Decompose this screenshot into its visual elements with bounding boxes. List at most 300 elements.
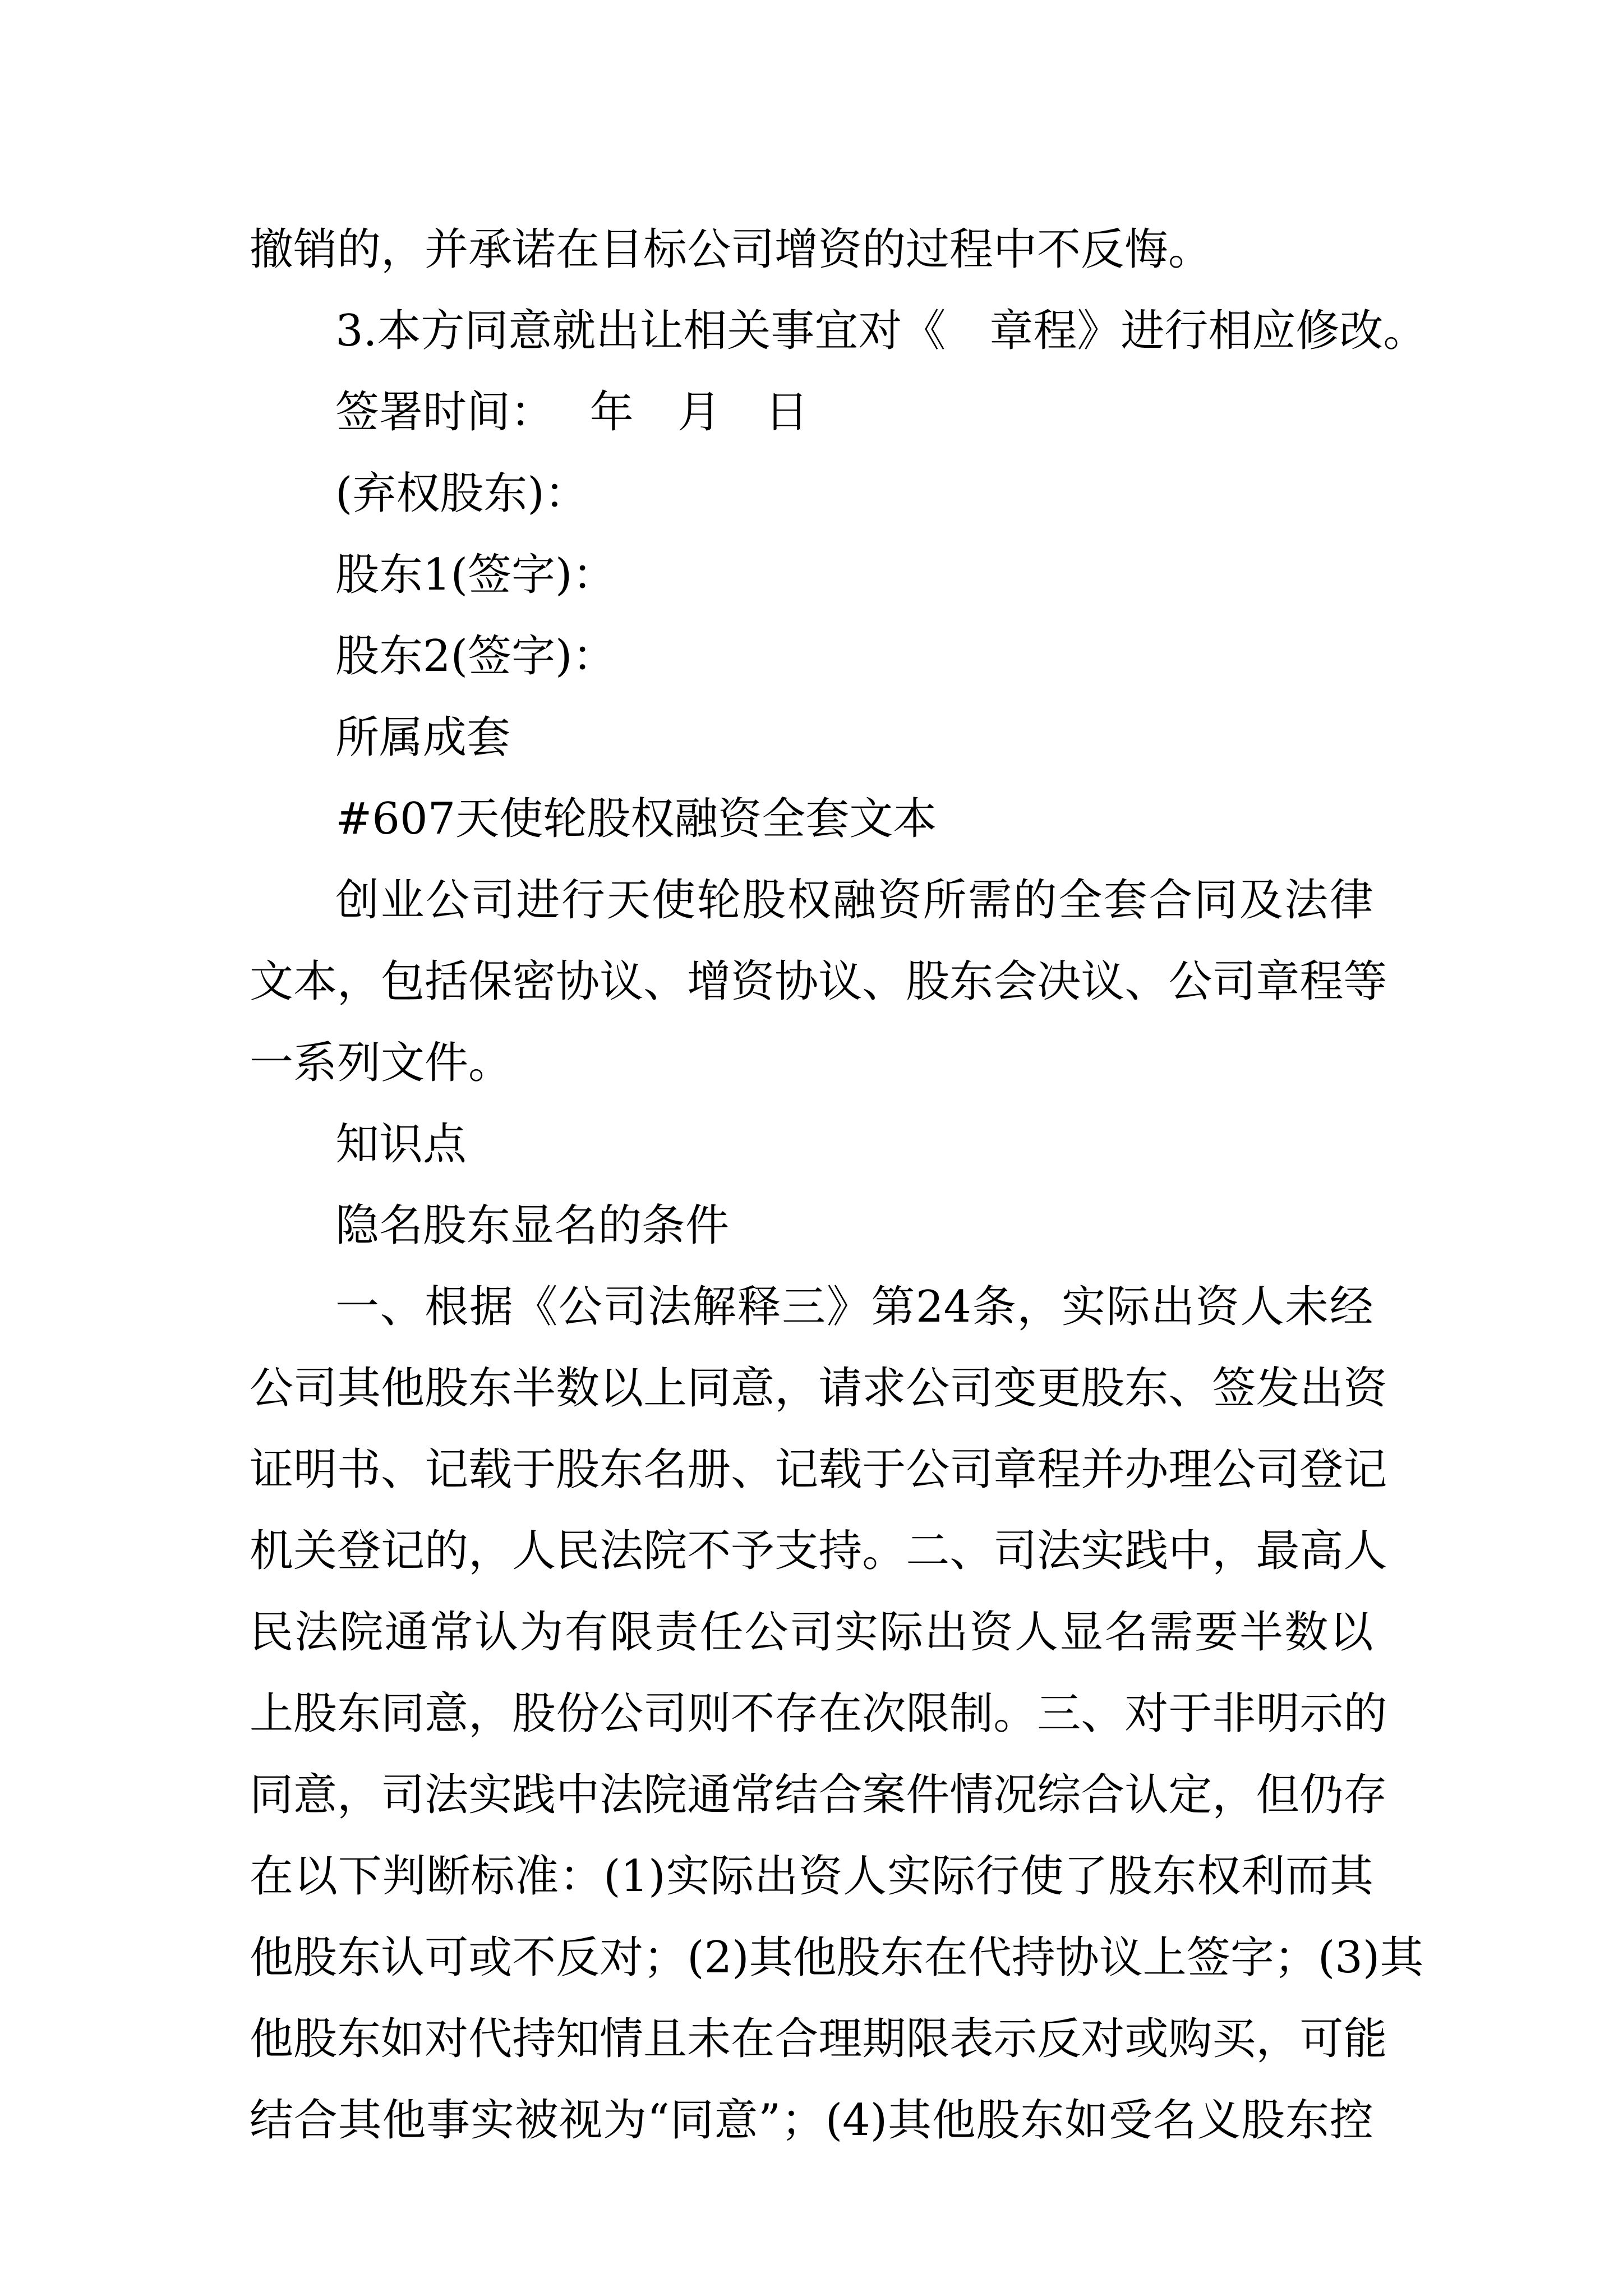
glyph: 、: [381, 1444, 425, 1495]
glyph: 二: [906, 1526, 950, 1576]
glyph: 会: [993, 956, 1038, 1007]
glyph: 半: [512, 1363, 556, 1414]
glyph: 办: [1124, 1444, 1169, 1495]
glyph: 实: [887, 1851, 931, 1902]
glyph: ，: [1017, 1282, 1061, 1332]
glyph: 决: [1037, 956, 1081, 1007]
glyph: 标: [471, 1851, 515, 1902]
glyph: 法: [425, 1770, 469, 1820]
glyph: 天: [606, 875, 651, 926]
glyph: 利: [1241, 1851, 1285, 1902]
glyph: 股: [293, 1932, 338, 1983]
glyph: 支: [774, 1526, 819, 1576]
glyph: 出: [1299, 1363, 1344, 1414]
glyph: 、: [643, 956, 688, 1007]
glyph: 东: [1124, 1363, 1169, 1414]
glyph: 司: [1256, 1444, 1300, 1495]
glyph: 字: [1230, 1932, 1274, 1983]
glyph: 事: [426, 2095, 471, 2146]
glyph: 公: [1168, 956, 1212, 1007]
glyph: 司: [603, 1282, 647, 1332]
glyph: 况: [993, 1770, 1038, 1820]
glyph: ，: [468, 1526, 513, 1576]
glyph: 了: [1064, 1851, 1108, 1902]
glyph: 持: [818, 1526, 863, 1576]
glyph: 使: [652, 875, 696, 926]
glyph: 。: [993, 1688, 1038, 1739]
glyph: 上: [643, 1363, 688, 1414]
glyph: 、: [1124, 956, 1169, 1007]
glyph: 行: [561, 875, 605, 926]
glyph: 非: [1212, 1688, 1256, 1739]
glyph: 并: [1081, 1444, 1125, 1495]
glyph: 名: [1152, 2095, 1197, 2146]
glyph: 结: [250, 2095, 294, 2146]
glyph: 通: [384, 1607, 428, 1658]
glyph: 密: [512, 956, 556, 1007]
glyph: 记: [774, 1444, 819, 1495]
glyph: 通: [687, 1770, 731, 1820]
glyph: 常: [429, 1607, 473, 1658]
glyph: 的: [1013, 875, 1057, 926]
glyph: 知: [556, 2014, 600, 2064]
glyph: 出: [924, 1607, 969, 1658]
glyph: 、: [862, 956, 906, 1007]
glyph: 股: [1241, 2095, 1285, 2146]
glyph: 程: [1037, 1444, 1081, 1495]
glyph: 认: [474, 1607, 519, 1658]
glyph: 、: [731, 1444, 775, 1495]
glyph: 其: [887, 2095, 932, 2146]
glyph: 民: [556, 1526, 600, 1576]
glyph: 司: [789, 1607, 833, 1658]
glyph: 他: [792, 1932, 837, 1983]
text-line-6: 股东2(签字)：: [335, 631, 616, 682]
glyph: 法: [600, 1770, 644, 1820]
glyph: 名: [1104, 1607, 1149, 1658]
glyph: 制: [949, 1688, 994, 1739]
glyph: 控: [1329, 2095, 1373, 2146]
glyph: 实: [1062, 1282, 1106, 1332]
glyph: 司: [949, 1363, 994, 1414]
glyph: ，: [1256, 2014, 1300, 2064]
glyph: 东: [600, 1444, 644, 1495]
glyph: 限: [906, 1688, 950, 1739]
text-line-15: [0, 1346, 1623, 1430]
glyph: 上: [250, 1688, 294, 1739]
glyph: 存: [1343, 1770, 1387, 1820]
glyph: 议: [818, 956, 863, 1007]
text-line-17: [0, 1509, 1623, 1593]
glyph: 据: [469, 1282, 513, 1332]
glyph: 议: [1099, 1932, 1143, 1983]
glyph: 公: [1212, 1444, 1256, 1495]
glyph: 于: [1168, 1688, 1212, 1739]
glyph: 数: [556, 1363, 600, 1414]
glyph: 实: [834, 1607, 879, 1658]
text-line-21: [0, 1834, 1623, 1918]
glyph: 协: [774, 956, 819, 1007]
glyph: 合: [774, 2014, 819, 2064]
glyph: 根: [425, 1282, 469, 1332]
glyph: 股: [556, 1444, 600, 1495]
glyph: 院: [339, 1607, 384, 1658]
glyph: 载: [818, 1444, 863, 1495]
glyph: 可: [1299, 2014, 1344, 2064]
glyph: 行: [975, 1851, 1020, 1902]
glyph: 能: [1343, 2014, 1387, 2064]
glyph: 登: [337, 1526, 381, 1576]
text-line-20: [0, 1753, 1623, 1837]
glyph: 意: [425, 1688, 469, 1739]
glyph: 法: [294, 1607, 339, 1658]
glyph: 协: [556, 956, 600, 1007]
glyph: 理: [1168, 1444, 1212, 1495]
text-line-5: 股东1(签字)：: [335, 550, 616, 600]
glyph: 融: [832, 875, 877, 926]
glyph: 法: [648, 1282, 692, 1332]
glyph: 下: [338, 1851, 382, 1902]
glyph: 限: [906, 2014, 950, 2064]
glyph: 且: [643, 2014, 688, 2064]
glyph: 理: [818, 2014, 863, 2064]
glyph: 际: [710, 1851, 754, 1902]
glyph: 同: [687, 1363, 731, 1414]
glyph: 认: [1124, 1770, 1169, 1820]
glyph: 高: [1299, 1526, 1344, 1576]
glyph: 协: [1055, 1932, 1099, 1983]
glyph: 公: [250, 1363, 294, 1414]
glyph: 不: [731, 1688, 775, 1739]
glyph: 资: [1343, 1363, 1387, 1414]
glyph: 示: [1299, 1688, 1344, 1739]
glyph: 请: [818, 1363, 863, 1414]
glyph: 其: [1380, 1932, 1424, 1983]
glyph: 或: [1124, 2014, 1169, 2064]
glyph: 签: [1186, 1932, 1230, 1983]
glyph: 《: [514, 1282, 558, 1332]
glyph: 股: [293, 2014, 338, 2064]
glyph: 公: [744, 1607, 789, 1658]
glyph: 同: [381, 1688, 425, 1739]
glyph: 结: [774, 1770, 819, 1820]
glyph: 股: [906, 956, 950, 1007]
glyph: 东: [337, 1688, 381, 1739]
glyph: 一: [335, 1282, 380, 1332]
text-line-4: (弃权股东)：: [335, 468, 588, 519]
glyph: 人: [512, 1526, 556, 1576]
text-line-8: #607天使轮股权融资全套文本: [335, 794, 937, 844]
glyph: 要: [1194, 1607, 1238, 1658]
glyph: 实: [470, 2095, 514, 2146]
glyph: 不: [687, 1526, 731, 1576]
glyph: 仍: [1299, 1770, 1344, 1820]
glyph: 资: [799, 1851, 843, 1902]
glyph: 或: [468, 1932, 513, 1983]
glyph: 关: [293, 1526, 338, 1576]
glyph: 际: [879, 1607, 924, 1658]
glyph: 及: [1239, 875, 1283, 926]
glyph: 。: [862, 1526, 906, 1576]
glyph: 合: [1149, 875, 1193, 926]
glyph: 的: [425, 1526, 469, 1576]
glyph: 以: [1329, 1607, 1373, 1658]
text-line-23: [0, 1997, 1623, 2081]
glyph: 持: [1011, 1932, 1055, 1983]
glyph: 则: [687, 1688, 731, 1739]
glyph: 资: [731, 956, 775, 1007]
glyph: 对: [425, 2014, 469, 2064]
glyph: 半: [1239, 1607, 1284, 1658]
glyph: 对: [1081, 2014, 1125, 2064]
glyph: 权: [1197, 1851, 1241, 1902]
glyph: 他: [250, 1932, 294, 1983]
text-line-2: 3.本方同意就出让相关事宜对《 章程》进行相应修改。: [335, 306, 1427, 356]
glyph: 套: [1103, 875, 1147, 926]
glyph: 资: [969, 1607, 1013, 1658]
glyph: 司: [293, 1363, 338, 1414]
glyph: 意: [731, 1363, 775, 1414]
text-line-9: [0, 858, 1623, 942]
glyph: 议: [1081, 956, 1125, 1007]
glyph: 持: [512, 2014, 556, 2064]
text-line-16: [0, 1428, 1623, 1512]
text-line-14: [0, 1265, 1623, 1349]
glyph: 东: [468, 1363, 513, 1414]
glyph: 议: [600, 956, 644, 1007]
glyph: 际: [931, 1851, 975, 1902]
glyph: 同: [670, 2095, 714, 2146]
glyph: 认: [381, 1932, 425, 1983]
glyph: 进: [516, 875, 560, 926]
glyph: 合: [293, 2095, 338, 2146]
glyph: 人: [843, 1851, 887, 1902]
glyph: 东: [337, 1932, 381, 1983]
glyph: 存: [774, 1688, 819, 1739]
glyph: 常: [731, 1770, 775, 1820]
glyph: 业: [380, 875, 425, 926]
glyph: 表: [949, 2014, 994, 2064]
glyph: 司: [643, 1688, 688, 1739]
glyph: 需: [1149, 1607, 1193, 1658]
glyph: 公: [600, 1688, 644, 1739]
glyph: 记: [1343, 1444, 1387, 1495]
glyph: 证: [250, 1444, 294, 1495]
glyph: 载: [468, 1444, 513, 1495]
glyph: 需: [968, 875, 1012, 926]
glyph: 、: [1168, 1363, 1212, 1414]
glyph: 、: [949, 1526, 994, 1576]
glyph: ”: [758, 2095, 781, 2146]
glyph: 股: [425, 1363, 469, 1414]
glyph: 资: [877, 875, 921, 926]
glyph: 未: [687, 2014, 731, 2064]
glyph: 章: [993, 1444, 1038, 1495]
glyph: 合: [1081, 1770, 1125, 1820]
glyph: 中: [1168, 1526, 1212, 1576]
glyph: 以: [293, 1851, 338, 1902]
glyph: 购: [1168, 2014, 1212, 2064]
glyph: 经: [1329, 1282, 1373, 1332]
glyph: ，: [337, 1770, 381, 1820]
glyph: 发: [1256, 1363, 1300, 1414]
glyph: 记: [381, 1526, 425, 1576]
glyph: 买: [1212, 2014, 1256, 2064]
glyph: 本: [293, 956, 338, 1007]
glyph: ，: [468, 1688, 513, 1739]
glyph: 份: [556, 1688, 600, 1739]
glyph: 为: [519, 1607, 564, 1658]
glyph: 》: [826, 1282, 870, 1332]
text-line-7: 所属成套: [335, 712, 511, 763]
glyph: 册: [687, 1444, 731, 1495]
glyph: 全: [1058, 875, 1103, 926]
glyph: 法: [600, 1526, 644, 1576]
glyph: “: [647, 2095, 670, 2146]
glyph: 任: [699, 1607, 744, 1658]
glyph: ；: [643, 1932, 688, 1983]
glyph: ；: [1274, 1932, 1318, 1983]
text-line-18: [0, 1590, 1623, 1674]
glyph: ，: [774, 1363, 819, 1414]
glyph: 、: [380, 1282, 424, 1332]
glyph: 他: [932, 2095, 976, 2146]
glyph: 上: [1142, 1932, 1187, 1983]
glyph: 视: [559, 2095, 603, 2146]
glyph: 东: [1285, 2095, 1329, 2146]
glyph: 记: [425, 1444, 469, 1495]
glyph: 代: [468, 2014, 513, 2064]
glyph: 最: [1256, 1526, 1300, 1576]
glyph: 在: [731, 2014, 775, 2064]
glyph: 创: [335, 875, 380, 926]
glyph: 在: [924, 1932, 968, 1983]
glyph: 股: [1081, 1363, 1125, 1414]
glyph: 际: [1106, 1282, 1150, 1332]
glyph: 求: [862, 1363, 906, 1414]
text-line-13: 隐名股东显名的条件: [335, 1200, 730, 1251]
glyph: 断: [426, 1851, 471, 1902]
glyph: 股: [836, 1932, 880, 1983]
text-line-24: [0, 2078, 1623, 2162]
glyph: 不: [512, 1932, 556, 1983]
glyph: ，: [1212, 1770, 1256, 1820]
glyph: 司: [471, 875, 515, 926]
glyph: 显: [1059, 1607, 1104, 1658]
glyph: 签: [1212, 1363, 1256, 1414]
text-line-11: 一系列文件。: [250, 1038, 513, 1088]
glyph: (4): [825, 2095, 888, 2146]
glyph: 未: [1285, 1282, 1329, 1332]
glyph: (1): [603, 1851, 666, 1902]
glyph: 件: [906, 1770, 950, 1820]
glyph: 责: [654, 1607, 699, 1658]
text-line-19: [0, 1672, 1623, 1756]
glyph: 于: [512, 1444, 556, 1495]
glyph: 示: [993, 2014, 1038, 2064]
glyph: 三: [782, 1282, 826, 1332]
glyph: 所: [923, 875, 967, 926]
glyph: ，: [1212, 1526, 1256, 1576]
glyph: 以: [600, 1363, 644, 1414]
glyph: 公: [559, 1282, 603, 1332]
glyph: 权: [787, 875, 831, 926]
glyph: 但: [1256, 1770, 1300, 1820]
glyph: 、: [1081, 1688, 1125, 1739]
glyph: (2): [687, 1932, 749, 1983]
glyph: 限: [609, 1607, 653, 1658]
glyph: 为: [603, 2095, 647, 2146]
glyph: 情: [949, 1770, 994, 1820]
glyph: 法: [1284, 875, 1329, 926]
glyph: 其: [749, 1932, 793, 1983]
glyph: 公: [906, 1444, 950, 1495]
glyph: 程: [1299, 956, 1344, 1007]
text-line-3: 签署时间： 年 月 日: [335, 387, 809, 438]
glyph: 被: [514, 2095, 559, 2146]
glyph: ；: [781, 2095, 825, 2146]
glyph: 人: [1014, 1607, 1058, 1658]
glyph: 股: [293, 1688, 338, 1739]
glyph: 东: [337, 2014, 381, 2064]
glyph: 在: [250, 1851, 294, 1902]
glyph: 同: [1193, 875, 1238, 926]
glyph: 第: [871, 1282, 915, 1332]
glyph: 等: [1343, 956, 1387, 1007]
glyph: 机: [250, 1526, 294, 1576]
glyph: 东: [1152, 1851, 1197, 1902]
glyph: 案: [862, 1770, 906, 1820]
glyph: 予: [731, 1526, 775, 1576]
glyph: 资: [1195, 1282, 1239, 1332]
glyph: 对: [1124, 1688, 1169, 1739]
glyph: 24: [915, 1282, 972, 1332]
glyph: 在: [818, 1688, 863, 1739]
glyph: 有: [564, 1607, 608, 1658]
glyph: 中: [556, 1770, 600, 1820]
glyph: 可: [425, 1932, 469, 1983]
glyph: 括: [425, 956, 469, 1007]
glyph: 东: [880, 1932, 924, 1983]
glyph: 保: [468, 956, 513, 1007]
glyph: 代: [967, 1932, 1012, 1983]
glyph: 判: [382, 1851, 426, 1902]
glyph: 股: [976, 2095, 1020, 2146]
glyph: 文: [250, 956, 294, 1007]
glyph: 轮: [697, 875, 741, 926]
glyph: 变: [993, 1363, 1038, 1414]
glyph: 公: [906, 1363, 950, 1414]
glyph: 法: [1037, 1526, 1081, 1576]
glyph: 司: [993, 1526, 1038, 1576]
glyph: 明: [293, 1444, 338, 1495]
glyph: 出: [754, 1851, 799, 1902]
glyph: 义: [1197, 2095, 1241, 2146]
glyph: 合: [818, 1770, 863, 1820]
glyph: 意: [714, 2095, 758, 2146]
glyph: 释: [737, 1282, 781, 1332]
glyph: 律: [1329, 875, 1373, 926]
glyph: 三: [1037, 1688, 1081, 1739]
glyph: 出: [1151, 1282, 1195, 1332]
glyph: 他: [382, 2095, 426, 2146]
glyph: 东: [1020, 2095, 1064, 2146]
glyph: 次: [862, 1688, 906, 1739]
glyph: 人: [1343, 1526, 1387, 1576]
text-line-12: 知识点: [335, 1119, 467, 1170]
glyph: 司: [949, 1444, 994, 1495]
text-line-22: [0, 1916, 1623, 2000]
